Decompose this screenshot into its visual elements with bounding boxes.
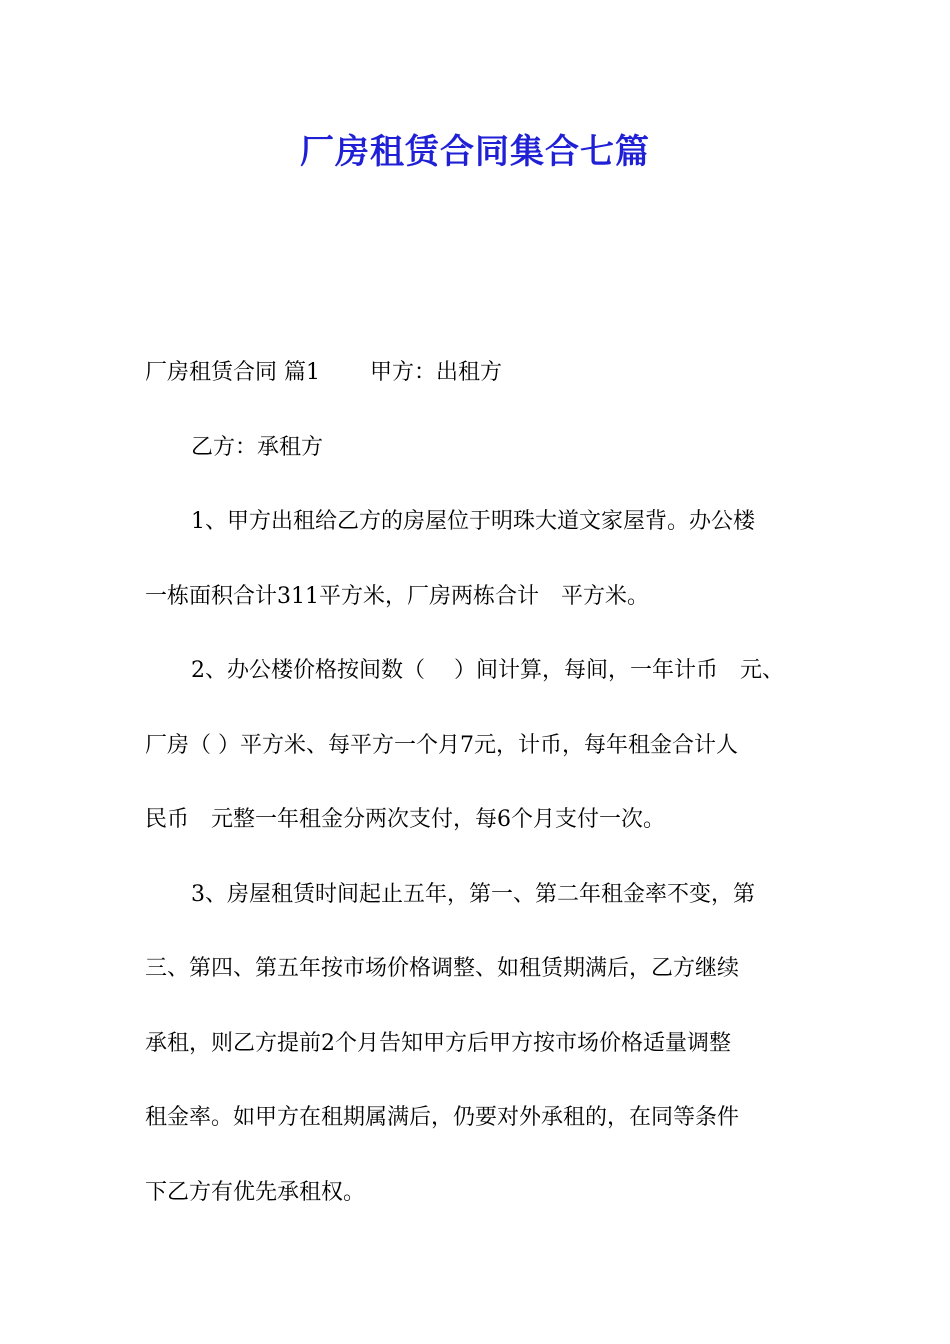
section-heading: 厂房租赁合同 篇1	[145, 360, 320, 385]
document-title: 厂房租赁合同集合七篇	[300, 132, 650, 172]
paragraph-line: 租金率。如甲方在租期属满后，仍要对外承租的，在同等条件	[145, 1105, 740, 1130]
paragraph-line: 3、房屋租赁时间起止五年，第一、第二年租金率不变，第	[191, 881, 755, 907]
paragraph-line: 下乙方有优先承租权。	[145, 1179, 366, 1205]
paragraph-line: 乙方：承租方	[191, 434, 324, 460]
paragraph-line: 承租，则乙方提前2个月告知甲方后甲方按市场价格适量调整	[145, 1030, 731, 1056]
paragraph-line: 一栋面积合计311平方米，厂房两栋合计 平方米。	[145, 583, 649, 609]
paragraph-line: 三、第四、第五年按市场价格调整、如租赁期满后，乙方继续	[145, 956, 740, 981]
paragraph-line: 民币 元整一年租金分两次支付，每6个月支付一次。	[145, 807, 665, 832]
party-a: 甲方：出租方	[370, 360, 503, 385]
paragraph-line: 2、办公楼价格按间数（ ）间计算，每间，一年计币 元、	[191, 658, 784, 683]
section-heading-line	[145, 336, 815, 411]
paragraph-line: 1、甲方出租给乙方的房屋位于明珠大道文家屋背。办公楼	[191, 509, 755, 534]
document-body	[145, 336, 815, 1230]
paragraph-line: 厂房（ ）平方米、每平方一个月7元，计币，每年租金合计人	[145, 732, 738, 758]
